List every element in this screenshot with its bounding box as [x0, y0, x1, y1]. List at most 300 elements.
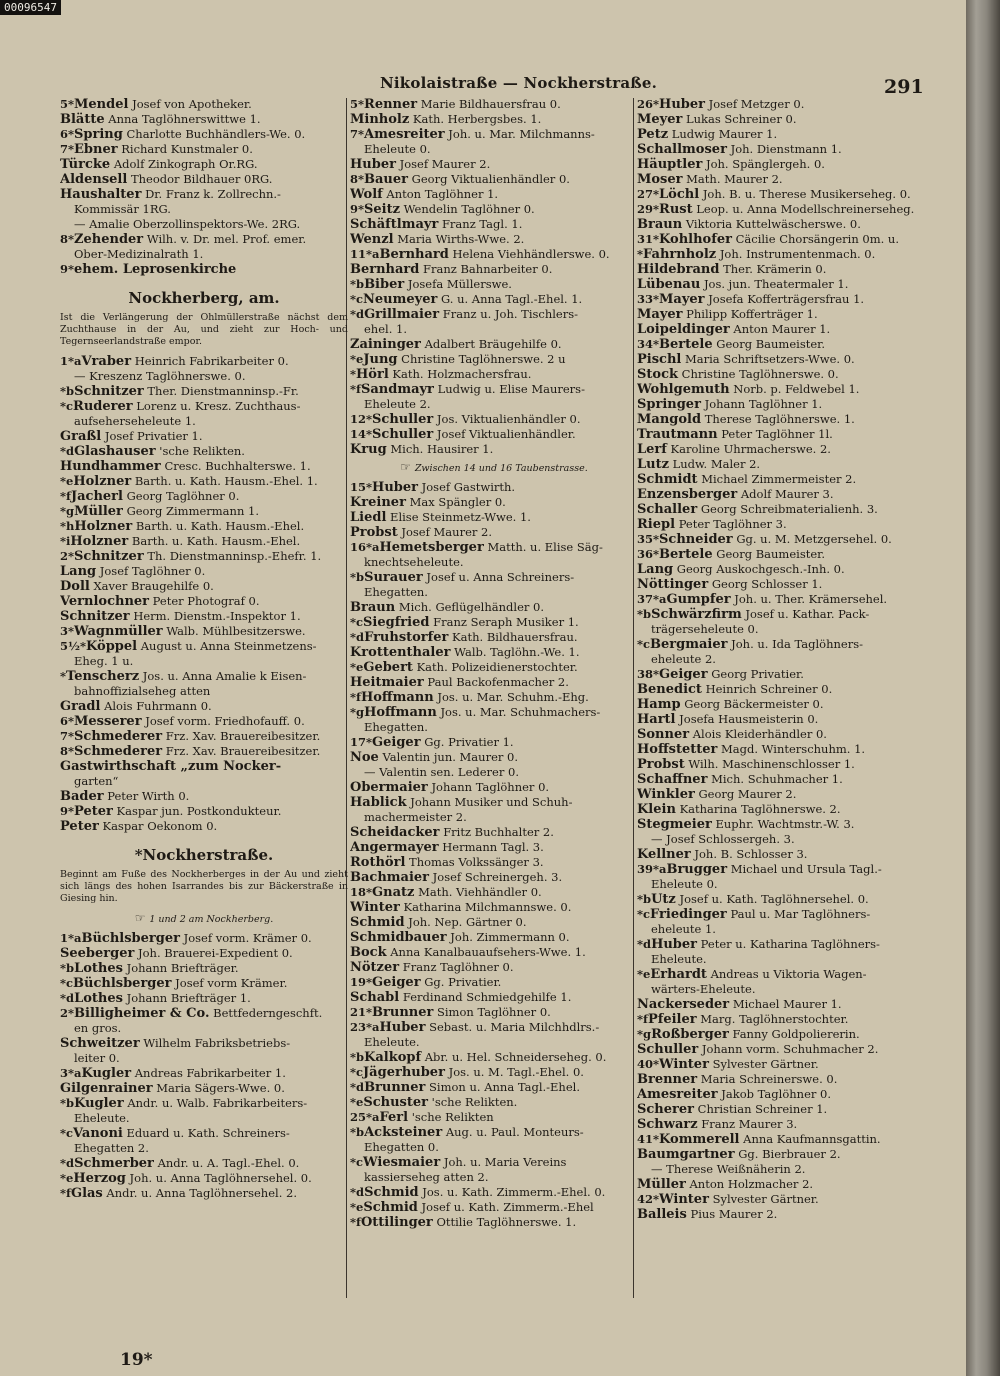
resident-details: Helena Viehhändlerswe. 0. — [452, 247, 610, 261]
directory-entry — [60, 639, 348, 654]
resident-details: Adalbert Bräugehilfe 0. — [424, 337, 562, 351]
resident-details: Josef Maurer 2. — [401, 525, 492, 539]
resident-name: Geiger — [372, 975, 421, 990]
directory-entry — [60, 609, 348, 624]
resident-details: Wilh. Maschinenschlosser 1. — [688, 757, 855, 771]
house-number: *f — [60, 489, 71, 503]
resident-name: Gilgenrainer — [60, 1081, 153, 1096]
resident-name: Utz — [651, 892, 676, 907]
house-number: *d — [637, 937, 652, 951]
resident-name: Minholz — [350, 112, 410, 127]
resident-name: Hildebrand — [637, 262, 720, 277]
resident-name: Grillmaier — [364, 307, 440, 322]
resident-details: Leop. u. Anna Modellschreinerseheg. — [696, 202, 915, 216]
house-number: *c — [350, 292, 364, 306]
resident-details: Cresc. Buchhalterswe. 1. — [164, 459, 311, 473]
resident-name: Huber — [372, 480, 418, 495]
marker-text: 1 und 2 am Nockherberg. — [149, 914, 274, 925]
directory-entry — [350, 675, 638, 690]
house-number: *d — [60, 444, 75, 458]
resident-details: Ottilie Taglöhnerswe. 1. — [436, 1215, 577, 1229]
directory-entry — [637, 382, 925, 397]
resident-details: Gg. Bierbrauer 2. — [738, 1147, 841, 1161]
directory-entry — [637, 787, 925, 802]
house-number: *e — [350, 660, 364, 674]
resident-details: Anton Holzmacher 2. — [689, 1177, 814, 1191]
cross-street-marker — [60, 911, 348, 927]
resident-details: Ludwig Maurer 1. — [671, 127, 778, 141]
scan-id-stamp: 00096547 — [0, 0, 61, 15]
resident-name: Glas — [70, 1186, 103, 1201]
resident-details: Joh. u. Ida Taglöhners- — [731, 637, 864, 651]
house-number: 7* — [350, 127, 365, 141]
resident-name: Schäftlmayr — [350, 217, 439, 232]
resident-name: Schwarz — [637, 1117, 698, 1132]
resident-name: Lang — [637, 562, 674, 577]
resident-details: Johann Briefträger 1. — [126, 991, 251, 1005]
resident-details: Andreas Fabrikarbeiter 1. — [134, 1066, 286, 1080]
house-number: 8* — [350, 172, 365, 186]
resident-details: Math. Maurer 2. — [686, 172, 783, 186]
directory-entry — [60, 789, 348, 804]
directory-entry — [637, 562, 925, 577]
resident-name: Rust — [659, 202, 693, 217]
house-number: *e — [350, 1200, 364, 1214]
house-number: 12* — [350, 412, 373, 426]
entry-continuation: Eheleute 2. — [364, 397, 431, 411]
resident-name: Angermayer — [350, 840, 439, 855]
entry-continuation: Eheleute 0. — [364, 142, 431, 156]
directory-entry — [60, 1186, 348, 1201]
directory-entry — [350, 870, 638, 885]
directory-entry — [350, 112, 638, 127]
resident-details: Katharina Milchmannswe. 0. — [403, 900, 572, 914]
resident-name: Krottenthaler — [350, 645, 451, 660]
resident-name: Mayer — [637, 307, 683, 322]
house-number: *f — [60, 1186, 71, 1200]
directory-entry — [60, 931, 348, 946]
directory-entry — [60, 1036, 348, 1051]
directory-entry — [637, 202, 925, 217]
directory-entry — [60, 474, 348, 489]
column-3 — [637, 97, 925, 1342]
resident-details: Gg. Privatier 1. — [424, 735, 514, 749]
resident-name: Stock — [637, 367, 678, 382]
directory-entry — [637, 232, 925, 247]
entry-continuation: Eheleute. — [74, 1111, 130, 1125]
house-number: *d — [350, 630, 365, 644]
directory-entry — [637, 322, 925, 337]
directory-entry — [60, 262, 348, 277]
resident-details: Magd. Winterschuhm. 1. — [721, 742, 866, 756]
book-spine-edge — [966, 0, 1000, 1376]
directory-entry — [60, 744, 348, 759]
resident-details: Josef Schreinergeh. 3. — [432, 870, 563, 884]
resident-details: Franz Tagl. 1. — [441, 217, 523, 231]
house-number: 35* — [637, 532, 660, 546]
resident-details: Kaspar jun. Postkondukteur. — [116, 804, 282, 818]
house-number: *c — [637, 637, 651, 651]
house-number: 3* — [60, 624, 75, 638]
directory-entry — [350, 795, 638, 810]
resident-name: Benedict — [637, 682, 702, 697]
resident-name: Winter — [350, 900, 400, 915]
resident-name: Schmidt — [637, 472, 698, 487]
resident-name: Hoffmann — [360, 690, 434, 705]
column-2 — [350, 97, 638, 1342]
resident-name: Schmerber — [74, 1156, 154, 1171]
directory-entry — [637, 1102, 925, 1117]
entry-continuation: Eheleute. — [364, 1035, 420, 1049]
resident-details: Sebast. u. Maria Milchhdlrs.- — [429, 1020, 600, 1034]
resident-details: Barth. u. Kath. Hausm.-Ehel. — [135, 519, 305, 533]
resident-name: Jägerhuber — [363, 1065, 445, 1080]
resident-details: Walb. Taglöhn.-We. 1. — [454, 645, 580, 659]
directory-entry — [350, 1080, 638, 1095]
resident-name: Spring — [74, 127, 123, 142]
resident-details: Josef Viktualienhändler. — [436, 427, 576, 441]
resident-details: Peter Taglöhner 3. — [678, 517, 787, 531]
directory-entry — [350, 960, 638, 975]
resident-details: Georg Privatier. — [711, 667, 804, 681]
directory-entry — [60, 946, 348, 961]
resident-details: Cäcilie Chorsängerin 0m. u. — [735, 232, 899, 246]
house-number: 2* — [60, 549, 75, 563]
resident-details: Frz. Xav. Brauereibesitzer. — [165, 729, 321, 743]
resident-name: Jacherl — [70, 489, 123, 504]
resident-name: Bertele — [659, 337, 713, 352]
resident-name: Neumeyer — [363, 292, 438, 307]
resident-details: Kath. Holzmachersfrau. — [392, 367, 532, 381]
resident-name: Schwärzfirm — [651, 607, 742, 622]
resident-name: Surauer — [364, 570, 423, 585]
directory-entry — [60, 354, 348, 369]
house-number: *b — [60, 384, 75, 398]
house-number: 17* — [350, 735, 373, 749]
resident-name: Kommerell — [659, 1132, 740, 1147]
directory-entry — [637, 187, 925, 202]
directory-entry — [637, 517, 925, 532]
house-number: *d — [350, 1080, 365, 1094]
entry-continuation: knechtseheleute. — [364, 555, 464, 569]
house-number: 9* — [60, 804, 75, 818]
resident-name: Seitz — [364, 202, 401, 217]
house-number: 11*a — [350, 247, 380, 261]
resident-name: Kugler — [81, 1066, 132, 1081]
directory-entry — [60, 384, 348, 399]
resident-name: Bernhard — [350, 262, 420, 277]
resident-name: Hemetsberger — [379, 540, 484, 555]
resident-details: Peter Taglöhner 1l. — [721, 427, 833, 441]
resident-details: Jakob Taglöhner 0. — [721, 1087, 831, 1101]
entry-continuation: Ehegatten 2. — [74, 1141, 149, 1155]
directory-entry — [350, 277, 638, 292]
directory-entry — [637, 532, 925, 547]
entry-continuation: — Kreszenz Taglöhnerswe. 0. — [74, 369, 246, 383]
house-number: 5½* — [60, 639, 87, 653]
resident-name: Kugler — [74, 1096, 124, 1111]
resident-name: Braun — [637, 217, 683, 232]
resident-details: Xaver Braugehilfe 0. — [93, 579, 214, 593]
directory-entry — [350, 367, 638, 382]
house-number: *c — [60, 1126, 74, 1140]
resident-name: Braun — [350, 600, 396, 615]
directory-entry — [60, 714, 348, 729]
directory-entry — [60, 1126, 348, 1141]
resident-name: Lutz — [637, 457, 669, 472]
house-number: *c — [60, 399, 74, 413]
resident-details: Franz Maurer 3. — [701, 1117, 798, 1131]
resident-details: Viktoria Kuttelwäscherswe. 0. — [685, 217, 861, 231]
directory-entry — [60, 594, 348, 609]
house-number: 8* — [60, 232, 75, 246]
resident-details: Lukas Schreiner 0. — [686, 112, 797, 126]
directory-entry — [60, 804, 348, 819]
resident-name: Zehender — [74, 232, 144, 247]
house-number: 31* — [637, 232, 660, 246]
directory-entry — [350, 660, 638, 675]
resident-details: Maria Schriftsetzers-Wwe. 0. — [685, 352, 855, 366]
resident-details: Georg Baumeister. — [716, 547, 826, 561]
resident-name: Zaininger — [350, 337, 421, 352]
resident-details: G. u. Anna Tagl.-Ehel. 1. — [441, 292, 583, 306]
resident-details: Josef vorm Krämer. — [175, 976, 288, 990]
entry-continuation: Eheleute 0. — [651, 877, 718, 891]
house-number: 25*a — [350, 1110, 380, 1124]
resident-name: Moser — [637, 172, 683, 187]
directory-entry — [350, 705, 638, 720]
entry-continuation: kassierseheg atten 2. — [364, 1170, 489, 1184]
house-number: * — [350, 367, 357, 381]
resident-name: Lerf — [637, 442, 667, 457]
directory-entry — [350, 930, 638, 945]
resident-details: Josef Privatier 1. — [104, 429, 203, 443]
directory-entry — [350, 825, 638, 840]
resident-name: Graßl — [60, 429, 102, 444]
resident-details: Karoline Uhrmacherswe. 2. — [670, 442, 831, 456]
column-1 — [60, 97, 348, 1342]
house-number: *d — [60, 991, 75, 1005]
resident-name: Amesreiter — [637, 1087, 718, 1102]
resident-details: Georg Baumeister. — [716, 337, 826, 351]
resident-name: Hamp — [637, 697, 681, 712]
resident-details: Adolf Maurer 3. — [740, 487, 834, 501]
resident-details: Mich. Hausirer 1. — [390, 442, 494, 456]
resident-name: Wiesmaier — [363, 1155, 441, 1170]
house-number: 3*a — [60, 1066, 82, 1080]
resident-details: Alois Kleiderhändler 0. — [692, 727, 827, 741]
resident-details: Paul u. Mar Taglöhners- — [730, 907, 871, 921]
resident-name: Huber — [659, 97, 705, 112]
resident-name: Heitmaier — [350, 675, 424, 690]
resident-name: Brenner — [637, 1072, 698, 1087]
directory-entry — [637, 997, 925, 1012]
directory-entry — [60, 127, 348, 142]
resident-name: Schuller — [637, 1042, 699, 1057]
directory-entry — [637, 1132, 925, 1147]
directory-entry — [637, 1087, 925, 1102]
street-heading: Nockherberg, am. — [128, 289, 280, 307]
resident-name: Scheidacker — [350, 825, 440, 840]
resident-name: Bergmaier — [650, 637, 728, 652]
directory-entry — [350, 382, 638, 397]
directory-entry — [637, 472, 925, 487]
house-number: *h — [60, 519, 75, 533]
resident-details: Adolf Zinkograph Or.RG. — [113, 157, 258, 171]
house-number: 8* — [60, 744, 75, 758]
directory-entry — [637, 1072, 925, 1087]
house-number: * — [637, 247, 644, 261]
directory-entry — [350, 510, 638, 525]
resident-details: Joh. Zimmermann 0. — [450, 930, 570, 944]
resident-details: Josef u. Kath. Taglöhnersehel. 0. — [679, 892, 869, 906]
house-number: *e — [60, 474, 74, 488]
house-number: 41* — [637, 1132, 660, 1146]
directory-entry — [637, 142, 925, 157]
house-number: *g — [637, 1027, 652, 1041]
directory-entry — [637, 127, 925, 142]
resident-details: Eduard u. Kath. Schreiners- — [126, 1126, 290, 1140]
resident-name: Schuller — [372, 427, 434, 442]
directory-entry — [350, 1215, 638, 1230]
resident-details: Joh. u. Maria Vereins — [443, 1155, 567, 1169]
entry-continuation: — Amalie Oberzollinspektors-We. 2RG. — [74, 217, 301, 231]
resident-name: Gnatz — [372, 885, 415, 900]
directory-entry — [60, 429, 348, 444]
resident-name: Fruhstorfer — [364, 630, 449, 645]
directory-entry — [637, 457, 925, 472]
house-number: *c — [350, 1065, 364, 1079]
resident-details: Franz u. Joh. Tischlers- — [442, 307, 579, 321]
resident-name: Türcke — [60, 157, 111, 172]
resident-name: Riepl — [637, 517, 676, 532]
resident-details: Christine Taglöhnerswe. 0. — [681, 367, 839, 381]
resident-name: Ferl — [379, 1110, 409, 1125]
resident-name: Mayer — [659, 292, 705, 307]
resident-details: Pius Maurer 2. — [690, 1207, 778, 1221]
resident-details: Herm. Dienstm.-Inspektor 1. — [133, 609, 301, 623]
directory-entry — [60, 142, 348, 157]
resident-details: Barth. u. Kath. Hausm.-Ehel. — [131, 534, 301, 548]
resident-name: Hoffmann — [364, 705, 437, 720]
entry-continuation: — Josef Schlossergeh. 3. — [651, 832, 795, 846]
directory-entry — [637, 757, 925, 772]
directory-entry — [60, 399, 348, 414]
resident-name: Müller — [637, 1177, 686, 1192]
resident-details: Joh. B. u. Therese Musikerseheg. 0. — [702, 187, 911, 201]
resident-name: Bertele — [659, 547, 713, 562]
house-number: *b — [350, 1125, 365, 1139]
house-number: *b — [350, 277, 365, 291]
directory-entry — [637, 292, 925, 307]
resident-name: Hörl — [356, 367, 389, 382]
directory-entry — [350, 750, 638, 765]
directory-entry — [637, 172, 925, 187]
resident-details: Lorenz u. Kresz. Zuchthaus- — [136, 399, 301, 413]
resident-name: Huber — [379, 1020, 426, 1035]
directory-entry — [60, 1156, 348, 1171]
resident-name: Schmid — [350, 915, 405, 930]
resident-details: Josef u. Kathar. Pack- — [745, 607, 870, 621]
house-number: 2* — [60, 1006, 75, 1020]
entry-continuation: Ehegatten 0. — [364, 1140, 439, 1154]
resident-details: Johann vorm. Schuhmacher 2. — [701, 1042, 879, 1056]
directory-entry — [60, 157, 348, 172]
entry-continuation: Ehegatten. — [364, 585, 428, 599]
resident-details: Georg Viktualienhändler 0. — [411, 172, 570, 186]
directory-entry — [60, 444, 348, 459]
directory-entry — [60, 1081, 348, 1096]
marker-text: Zwischen 14 und 16 Taubenstrasse. — [414, 463, 588, 474]
directory-entry — [60, 729, 348, 744]
directory-entry — [60, 991, 348, 1006]
resident-name: Fahrnholz — [643, 247, 717, 262]
resident-name: Schnitzer — [60, 609, 130, 624]
directory-entry — [637, 367, 925, 382]
resident-name: Schnitzer — [74, 549, 144, 564]
resident-details: Max Spängler 0. — [409, 495, 506, 509]
directory-entry — [60, 624, 348, 639]
house-number: *d — [60, 1156, 75, 1170]
directory-entry — [60, 1066, 348, 1081]
resident-details: Mich. Geflügelhändler 0. — [398, 600, 544, 614]
directory-entry — [350, 247, 638, 262]
directory-entry — [637, 1012, 925, 1027]
directory-entry — [350, 337, 638, 352]
directory-entry — [350, 1005, 638, 1020]
resident-name: Geiger — [659, 667, 708, 682]
resident-details: Peter Wirth 0. — [107, 789, 190, 803]
directory-entry — [637, 712, 925, 727]
directory-entry — [350, 525, 638, 540]
directory-entry — [637, 112, 925, 127]
resident-details: Wendelin Taglöhner 0. — [403, 202, 535, 216]
entry-continuation: aufseherseheleute 1. — [74, 414, 196, 428]
directory-entry — [350, 1125, 638, 1140]
house-number: *e — [350, 352, 364, 366]
resident-name: Schmid — [364, 1185, 419, 1200]
entry-continuation: wärters-Eheleute. — [651, 982, 756, 996]
house-number: 21* — [350, 1005, 373, 1019]
resident-details: Bettfederngeschft. — [213, 1006, 323, 1020]
directory-entry — [350, 975, 638, 990]
resident-details: Peter u. Katharina Taglöhners- — [700, 937, 880, 951]
directory-entry — [637, 697, 925, 712]
resident-details: Jos. Viktualienhändler 0. — [436, 412, 581, 426]
resident-name: Winter — [659, 1192, 709, 1207]
directory-entry — [637, 1027, 925, 1042]
resident-details: Joh. B. Schlosser 3. — [694, 847, 808, 861]
resident-name: Acksteiner — [364, 1125, 443, 1140]
resident-details: Georg Maurer 2. — [698, 787, 797, 801]
resident-details: Anton Taglöhner 1. — [386, 187, 499, 201]
resident-details: Anton Maurer 1. — [733, 322, 831, 336]
resident-details: Maria Schreinerswe. 0. — [700, 1072, 838, 1086]
resident-name: Lothes — [74, 961, 123, 976]
directory-entry — [637, 682, 925, 697]
resident-name: Renner — [364, 97, 418, 112]
directory-entry — [637, 442, 925, 457]
house-number: *b — [637, 607, 652, 621]
resident-name: Hoffstetter — [637, 742, 718, 757]
directory-entry — [637, 742, 925, 757]
house-number: 42* — [637, 1192, 660, 1206]
resident-details: Franz Taglöhner 0. — [402, 960, 514, 974]
directory-entry — [350, 570, 638, 585]
resident-name: Winkler — [637, 787, 695, 802]
resident-details: Andr. u. Anna Taglöhnersehel. 2. — [106, 1186, 297, 1200]
directory-entry — [637, 967, 925, 982]
